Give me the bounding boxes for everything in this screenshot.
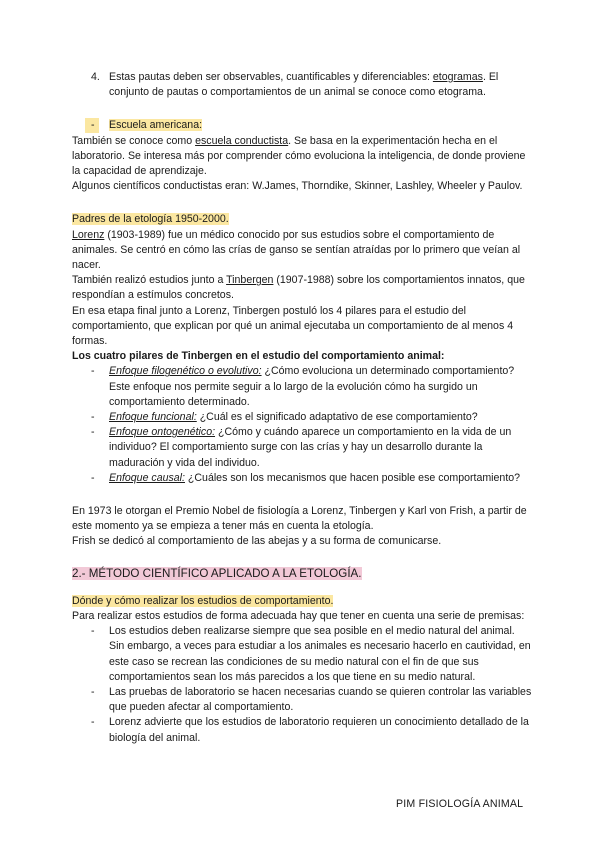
pillar-item [72,425,532,471]
numbered-item-4 [72,70,532,100]
lorenz-term: Lorenz [72,228,105,241]
pillars-list [72,364,532,486]
escuela-conductista-term: escuela conductista [195,134,289,147]
document-page [72,70,532,746]
padres-heading [72,212,532,227]
pillar-text: ¿Cómo evoluciona un determinado comportamiento? Este enfoque nos permite seguir a lo largo de la evolución cómo ha surgido un comportamiento determinado. [109,365,515,408]
padres-paragraph-3: En esa etapa final junto a Lorenz, Tinbergen postuló los 4 pilares para el estudio del comportamiento, que explican por qué un animal ejecutaba un comportamiento de al menos 4 formas. [72,304,514,348]
pillar-text: ¿Cuáles son los mecanismos que hacen posible ese comportamiento? [184,471,521,484]
pillar-text: ¿Cómo y cuándo aparece un comportamiento en la vida de un individuo? El comportamiento surge con las crías y hay un desarrollo durante la maduración y vida del individuo. [109,426,512,469]
premisas-list [72,624,532,746]
pillar-term: Enfoque filogenético o evolutivo: [109,365,262,378]
heading-dash: - [91,119,95,132]
pillar-term: Enfoque ontogenético: [109,426,216,439]
escuela-americana-heading [72,118,532,133]
item-text-after: . El conjunto de pautas o comportamientos de un animal se conoce como etograma. [109,71,499,99]
pillar-text: ¿Cuál es el significado adaptativo de ese comportamiento? [196,411,478,424]
text: . Se basa en la experimentación hecha en el laboratorio. Se interesa más por comprender cómo evoluciona la inteligencia, de donde proviene la capacidad de aprendizaje. [72,134,526,178]
pillar-item [72,471,532,486]
text: También se conoce como [72,134,196,147]
text: También realizó estudios junto a [72,274,227,287]
frish-paragraph: Frish se dedicó al comportamiento de las abejas y a su forma de comunicarse. [72,535,442,548]
text: (1903-1989) fue un médico conocido por sus estudios sobre el comportamiento de animales. Se centró en cómo las crías de ganso se sentían atraídas por lo primero que veían al nacer. [72,228,521,272]
escuela-americana-paragraph-2: Algunos científicos conductistas eran: W.James, Thorndike, Skinner, Lashley, Wheeler y Paulov. [72,180,523,193]
etogramas-link: etogramas [432,71,483,83]
pillar-item [72,364,532,410]
section-2-subheading [72,594,532,609]
item-text-before: Estas pautas deben ser observables, cuantificables y diferenciables: [109,71,433,83]
nobel-paragraph: En 1973 le otorgan el Premio Nobel de fisiología a Lorenz, Tinbergen y Karl von Frish, a partir de este momento ya se empieza a tener más en cuenta la etología. [72,505,527,533]
section-2-intro: Para realizar estos estudios de forma adecuada hay que tener en cuenta una serie de premisas: [72,609,525,622]
premisa-item: - Los estudios deben realizarse siempre que sea posible en el medio natural del animal. Sin embargo, a veces para estudiar a los animales es necesario hacerlo en cautividad, en este caso se recrean las condiciones de su medio natural con el fin de que sus comportamientos sean los más parecidos a los que tiene en su medio natural. [72,624,532,685]
escuela-americana-title: Escuela americana: [109,119,203,132]
pillar-term: Enfoque causal: [109,471,185,484]
text: (1907-1988) sobre los comportamientos innatos, que respondían a estímulos concretos. [72,274,525,302]
section-2-subtitle: Dónde y cómo realizar los estudios de comportamiento. [72,594,334,607]
item-number: 4. [91,71,100,83]
section-2-title: 2.- MÉTODO CIENTÍFICO APLICADO A LA ETOLOGÍA. [72,566,362,580]
premisa-item: - Las pruebas de laboratorio se hacen necesarias cuando se quieren controlar las variables que pueden afectar al comportamiento. [72,685,532,715]
padres-title: Padres de la etología 1950-2000. [72,213,229,226]
tinbergen-term: Tinbergen [226,274,274,287]
pillar-item [72,410,532,425]
section-2-heading [72,565,532,582]
pillar-term: Enfoque funcional: [109,411,197,424]
pillars-heading: Los cuatro pilares de Tinbergen en el estudio del comportamiento animal: [72,350,445,363]
padres-paragraph-1 [72,228,532,274]
page-footer: PIM FISIOLOGÍA ANIMAL [396,798,524,810]
escuela-americana-paragraph-1 [72,134,532,180]
premisa-item: - Lorenz advierte que los estudios de laboratorio requieren un conocimiento detallado de la biología del animal. [72,715,532,745]
padres-paragraph-2 [72,273,532,303]
